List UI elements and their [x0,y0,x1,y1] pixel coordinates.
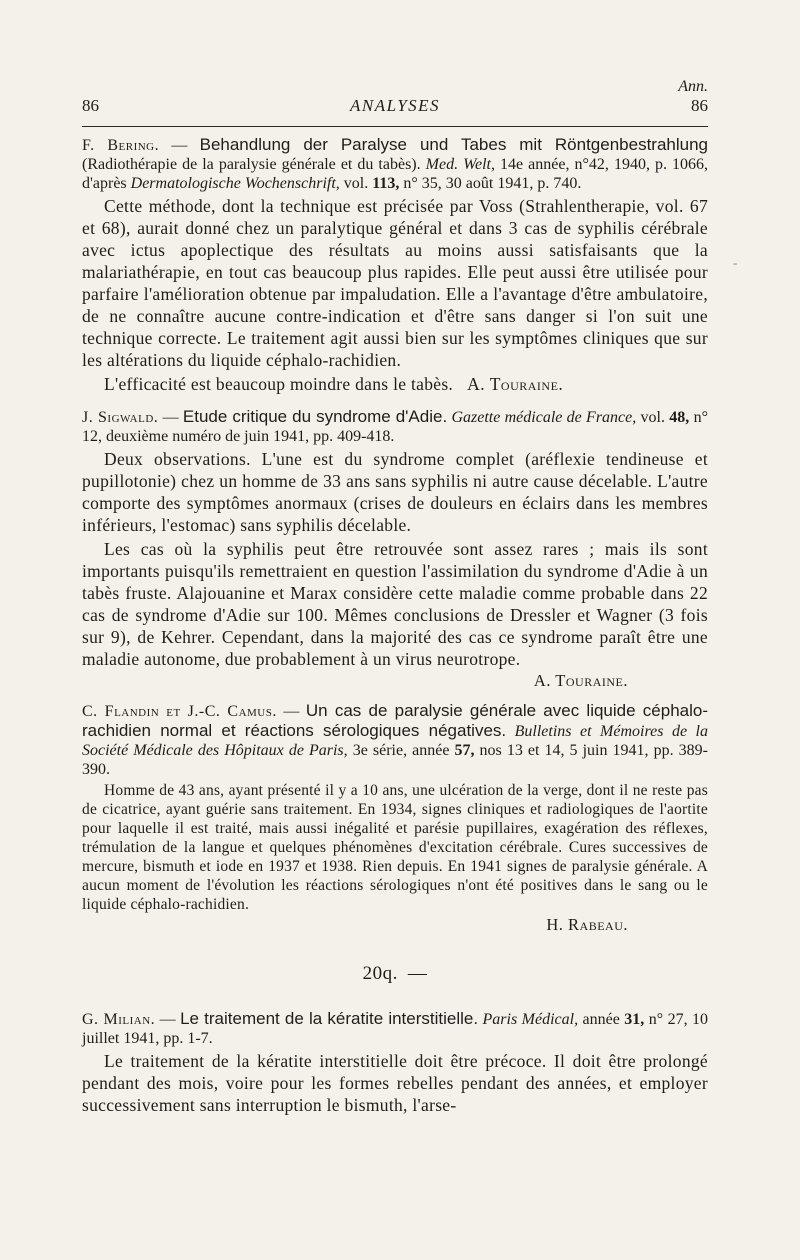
section-number [82,963,708,985]
volume: 57, [454,742,475,759]
abstract-paragraph: Homme de 43 ans, ayant présenté il y a 10 ans, une ulcération de la verge, dont il ne reste pas de cicatrice, ayant guérie sans traitement. En 1934, signes cliniques et radiologiques de l'aortite pour laquelle il est traité, mais aussi inégalité et parésie pupillaires, exagération des réflexes, trémulation de la langue et quelques phénomènes d'excitation cérébrale. Cures successives de mercure, bismuth et iode en 1937 et 1938. Rien depuis. En 1941 signes de paralysie générale. A aucun moment de l'évolution les réactions sérologiques n'ont été positives dans le sang ou le liquide céphalo-rachidien. [82,782,708,913]
reference-detail: (Radiothérapie de la paralysie générale et du tabès). [82,156,426,173]
reference-detail: 3e série, année [347,742,455,759]
section-label: 20q. [362,963,398,984]
reference-detail: année [578,1011,625,1028]
reference-detail: vol. [339,175,373,192]
journal-name: Dermatologische Wochenschrift, [130,175,340,192]
abstract-paragraph: Cette méthode, dont la technique est précisée par Voss (Strahlentherapie, vol. 67 et 68), aurait donné chez un paralytique général et dans 3 cas de syphilis cérébrale avec ictus apoplectique des résultats au moins aussi satisfaisants que la malariathérapie, en tout cas beaucoup plus rapides. Elle peut aussi être utilisée pour parfaire l'amélioration obtenue par impaludation. Elle a l'avantage d'être ambulatoire, de ne connaître aucune contre-indication et d'être sans danger si l'on suit une technique correcte. Le traitement agit aussi bien sur les symptômes cliniques que sur les altérations du liquide céphalo-rachidien. [82,196,708,370]
abstract-milian [82,1009,708,1116]
reviewer-signature: A. Touraine. [467,374,564,394]
separator: — [276,703,306,720]
reference-detail: n° 12, deuxième numéro de juin 1941, pp. 409-418. [82,409,708,445]
reference-detail: 14e année, n°42, 1940, p. 1066, d'après [82,156,709,192]
journal-name: Med. Welt, [425,156,495,173]
author: G. Milian. [82,1011,156,1028]
separator: — [158,409,183,426]
reference [82,407,708,446]
journal-name: Paris Médical, [478,1011,579,1028]
reference-detail: vol. [636,409,670,426]
abstract-paragraph [82,373,708,395]
article-title: Un cas de paralysie générale avec liquide céphalo-rachidien normal et réactions sérologiques négatives. [82,701,709,740]
reviewer-signature: H. Rabeau. [546,915,628,934]
running-title: ANALYSES [349,96,441,115]
author: J. Sigwald. [82,409,159,426]
margin-mark: - [733,255,738,270]
abstract-sentence: L'efficacité est beaucoup moindre dans le tabès. [104,374,454,394]
reference-detail: nos 13 et 14, 5 juin 1941, pp. 389-390. [82,742,709,778]
author: C. Flandin et J.-C. Camus. [82,703,277,720]
header-rule [82,126,708,127]
abstract-paragraph: Les cas où la syphilis peut être retrouvée sont assez rares ; mais ils sont importants puisqu'ils remettraient en question l'assimilation du syndrome d'Adie à un tabès fruste. Alajouanine et Marax considère cette maladie comme probable dans 22 cas de syndrome d'Adie sur 100. Mêmes conclusions de Dressler et Wagner (3 fois sur 9), de Kehrer. Cependant, dans la majorité des cas ce syndrome paraît être une maladie autonome, due probablement à un virus neurotrope. [82,539,708,669]
running-head [82,78,708,118]
separator: — [155,1011,181,1028]
volume: 113, [372,175,400,192]
reference-detail: n° 35, 30 août 1941, p. 740. [399,175,582,192]
page-number-right: 86 [691,96,708,115]
article-body [82,135,708,1124]
article-title: Etude critique du syndrome d'Adie. [182,407,448,426]
abstract-paragraph: Le traitement de la kératite interstitielle doit être précoce. Il doit être prolongé pendant des mois, voire pour les formes rebelles pendant des années, et employer successivement sans interruption le bismuth, l'arse- [82,1051,708,1115]
volume: 31, [624,1011,645,1028]
article-title: Behandlung der Paralyse und Tabes mit Röntgenbestrahlung [199,135,709,154]
abstract-bering [82,135,708,395]
volume: 48, [669,409,690,426]
section-dash: — [407,963,428,984]
journal-abbrev: Ann. [678,78,708,95]
reference [82,135,708,193]
reference-detail: n° 27, 10 juillet 1941, pp. 1-7. [82,1011,709,1047]
abstract-paragraph: Deux observations. L'une est du syndrome complet (aréflexie tendineuse et pupillotonie) chez un homme de 33 ans sans syphilis ni autre cause décelable. L'autre comporte des symptômes anormaux (crises de douleurs en éclairs dans les membres inférieurs, l'estomac) sans syphilis décelable. [82,449,708,535]
page-number-left: 86 [82,96,99,115]
reviewer-signature: A. Touraine. [533,671,628,690]
reference [82,701,708,779]
abstract-sigwald [82,407,708,691]
reference [82,1009,708,1048]
separator: — [159,137,200,154]
journal-name: Gazette médicale de France, [447,409,637,426]
abstract-flandin-camus [82,701,708,935]
journal-name: Bulletins et Mémoires de la Société Médicale des Hôpitaux de Paris, [82,723,708,759]
author: F. Bering. [82,137,160,154]
article-title: Le traitement de la kératite interstitielle. [180,1009,479,1028]
